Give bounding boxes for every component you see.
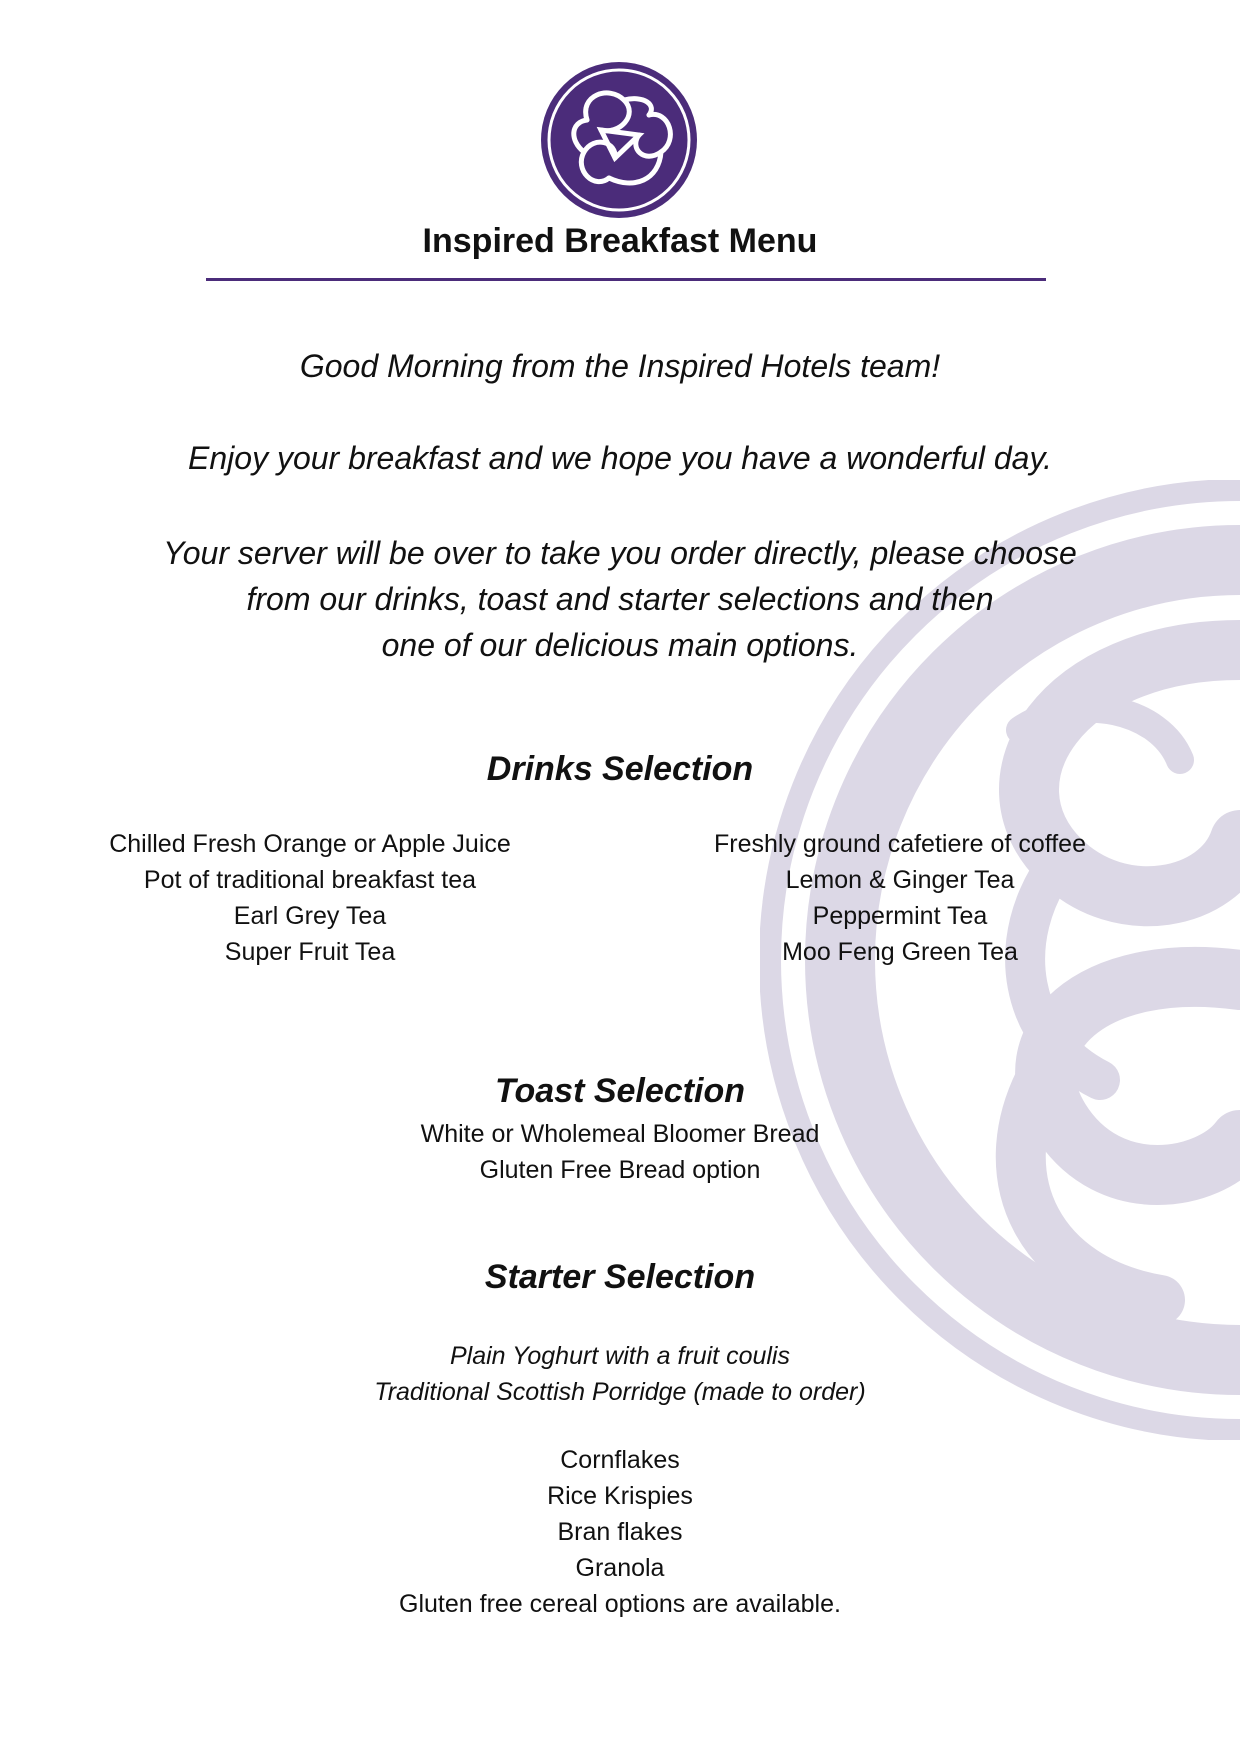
- welcome-instructions-line: from our drinks, toast and starter selections and then: [246, 581, 994, 617]
- cereal-item: Bran flakes: [557, 1518, 683, 1546]
- drinks-list-left: [90, 826, 530, 970]
- drinks-item: Earl Grey Tea: [233, 902, 387, 930]
- drinks-item: Peppermint Tea: [812, 902, 988, 930]
- celtic-knot-logo-icon: [539, 60, 699, 220]
- starter-item: Traditional Scottish Porridge (made to order): [374, 1378, 866, 1406]
- welcome-instructions: [0, 530, 1240, 668]
- drinks-list-right: [680, 826, 1120, 970]
- drinks-heading: Drinks Selection: [486, 750, 754, 788]
- title-divider: [206, 278, 1046, 281]
- toast-heading: Toast Selection: [494, 1072, 746, 1110]
- cereal-item: Granola: [575, 1554, 665, 1582]
- toast-item: White or Wholemeal Bloomer Bread: [420, 1120, 820, 1148]
- drinks-item: Chilled Fresh Orange or Apple Juice: [109, 830, 511, 858]
- welcome-instructions-line: one of our delicious main options.: [381, 627, 859, 663]
- welcome-greeting: Good Morning from the Inspired Hotels team!: [299, 348, 941, 384]
- toast-list: [0, 1116, 1240, 1188]
- toast-item: Gluten Free Bread option: [479, 1156, 761, 1184]
- cereal-item: Cornflakes: [560, 1446, 680, 1474]
- starter-heading: Starter Selection: [484, 1258, 756, 1296]
- drinks-item: Freshly ground cafetiere of coffee: [714, 830, 1086, 858]
- cereal-list: [0, 1442, 1240, 1622]
- welcome-wish: Enjoy your breakfast and we hope you have a wonderful day.: [188, 440, 1052, 476]
- welcome-instructions-line: Your server will be over to take you order directly, please choose: [163, 535, 1077, 571]
- cereal-note: Gluten free cereal options are available.: [399, 1590, 841, 1618]
- cereal-item: Rice Krispies: [547, 1482, 693, 1510]
- starter-item: Plain Yoghurt with a fruit coulis: [449, 1342, 790, 1370]
- drinks-item: Pot of traditional breakfast tea: [143, 866, 477, 894]
- drinks-item: Moo Feng Green Tea: [782, 938, 1018, 966]
- menu-title: Inspired Breakfast Menu: [422, 222, 818, 260]
- drinks-item: Lemon & Ginger Tea: [785, 866, 1015, 894]
- drinks-item: Super Fruit Tea: [224, 938, 396, 966]
- starter-hot-list: [0, 1338, 1240, 1410]
